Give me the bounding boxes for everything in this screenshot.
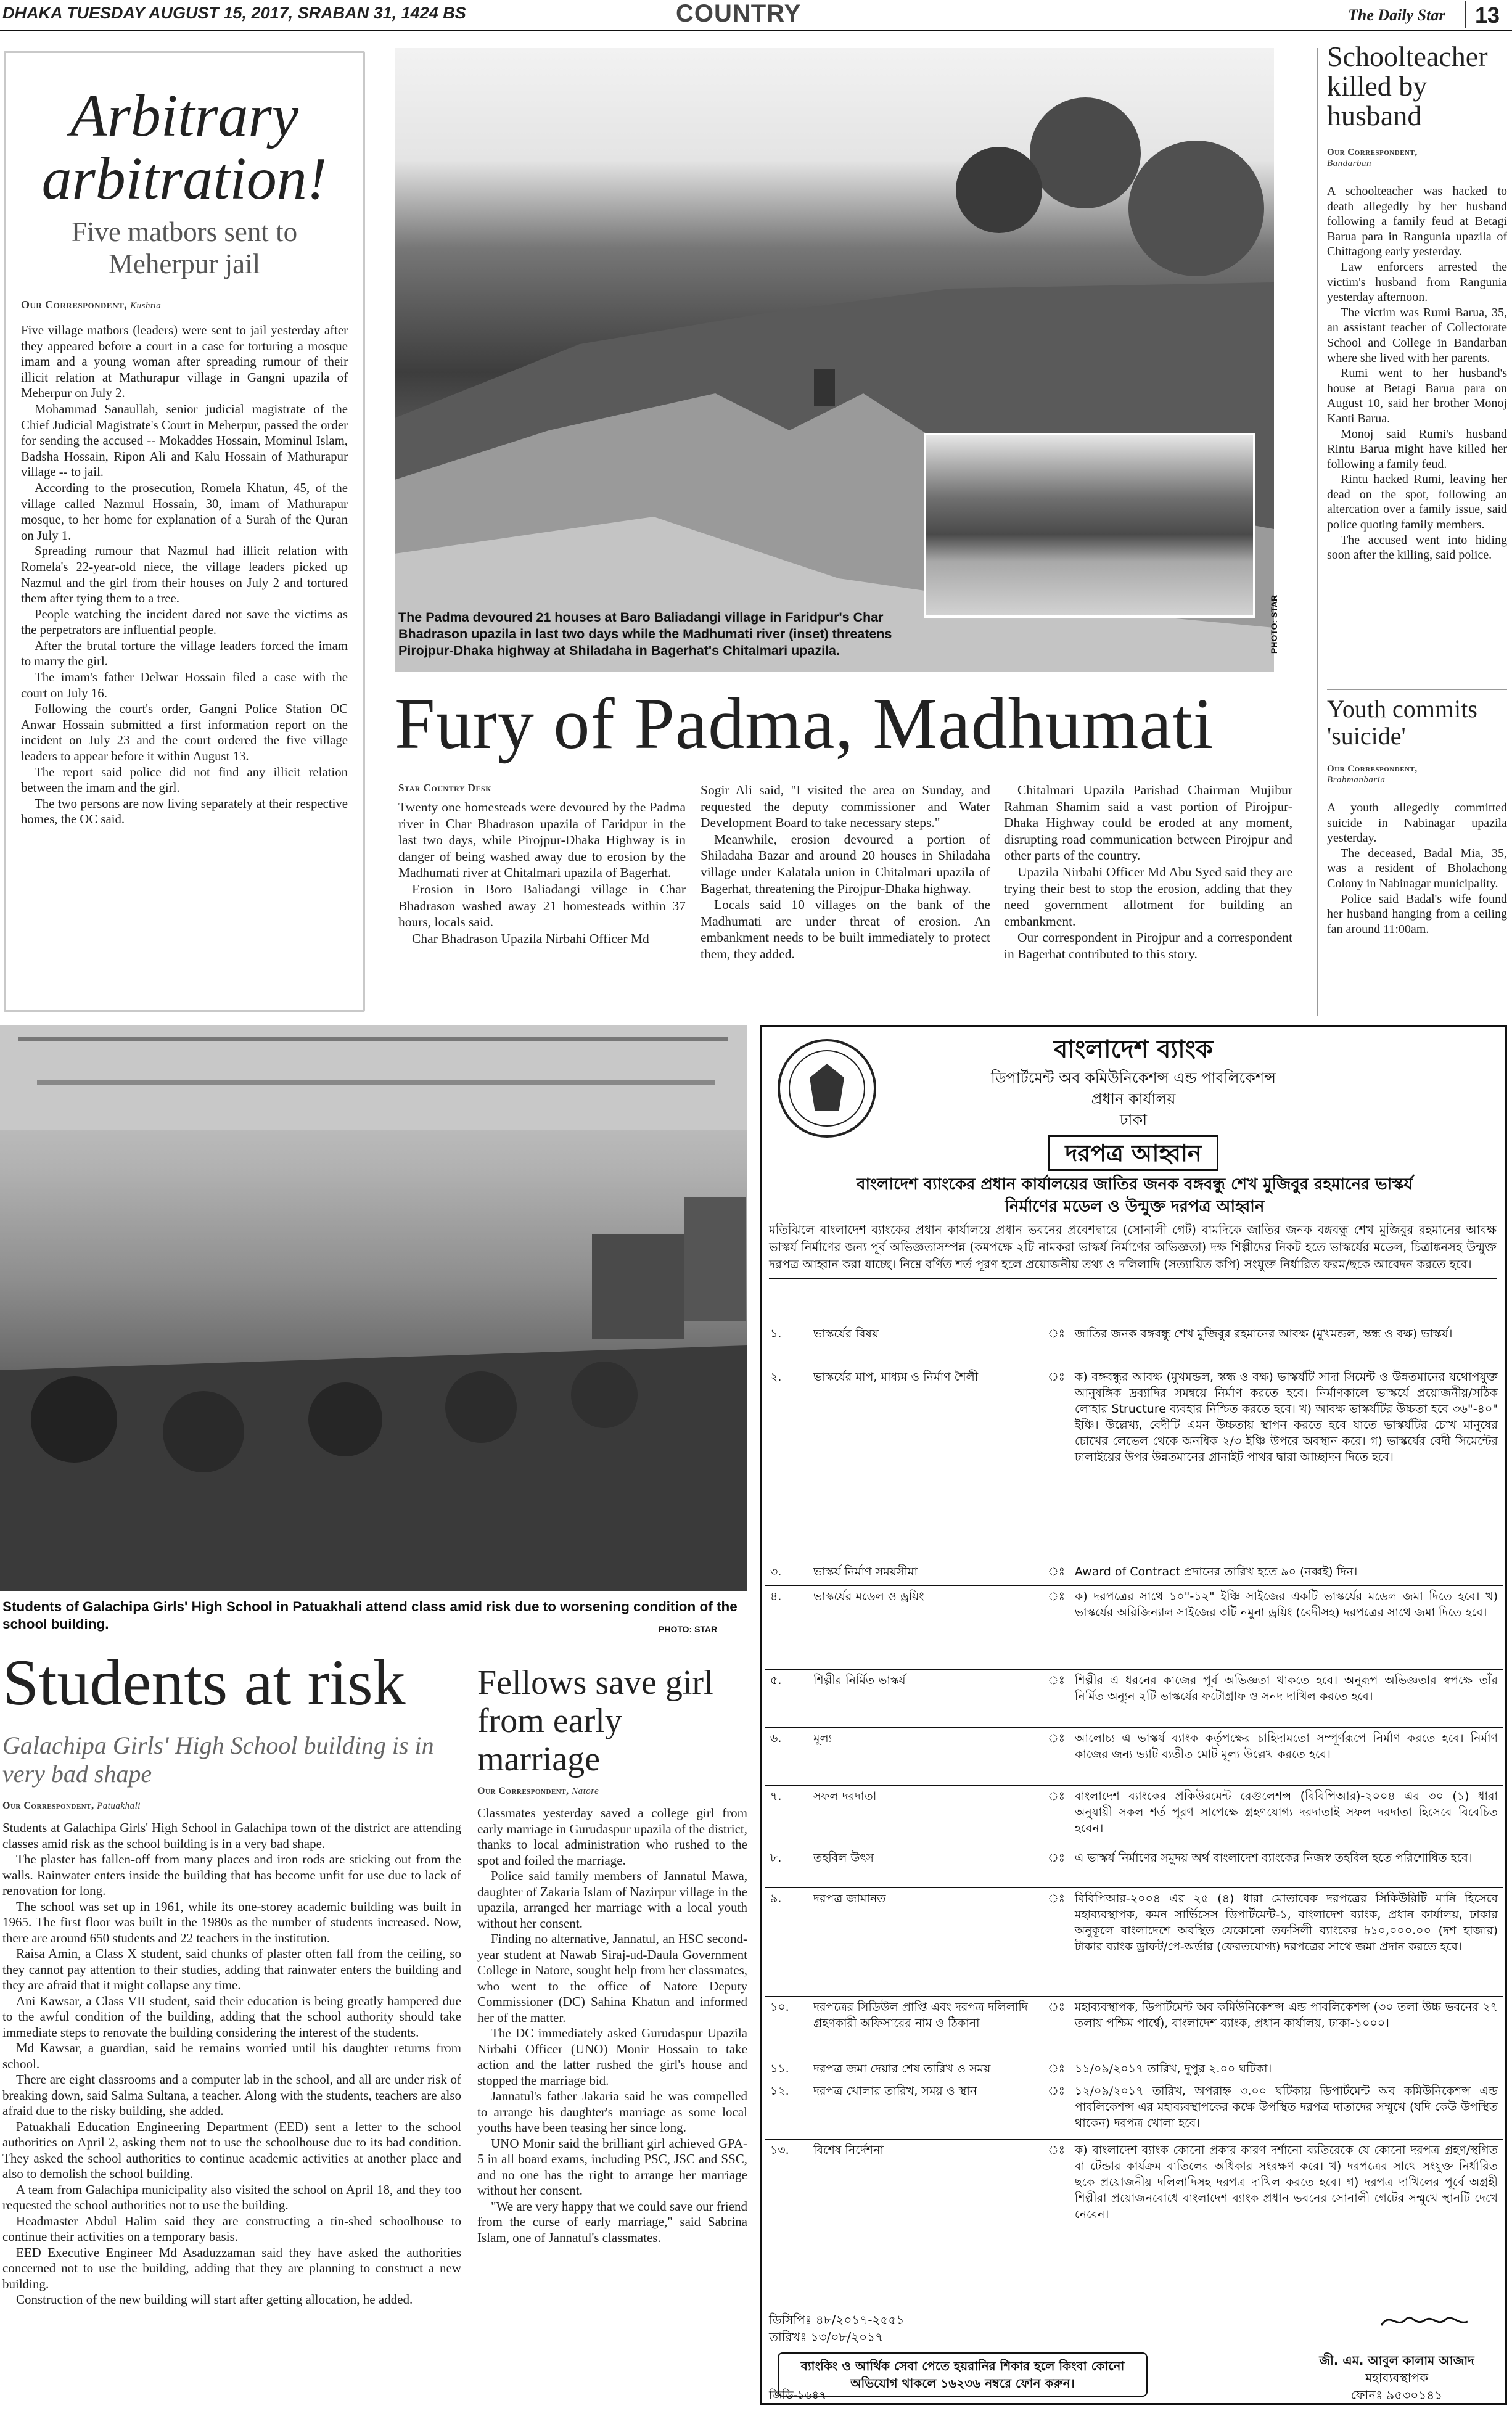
headline-line-2: arbitration!	[41, 146, 327, 212]
classroom-photo-caption: Students of Galachipa Girls' High School in Patuakhali attend class amid risk due to worsening condition of the school building.	[2, 1599, 738, 1632]
table-row: ২. ভাস্কর্যের মাপ, মাধ্যম ও নির্মাণ শৈলী ঃ ক) বঙ্গবন্ধুর আবক্ষ (মুখমন্ডল, স্কন্ধ ও বক্ষ) ভাস্কর্যটি সাদা সিমেন্ট ও উন্নতমানের যথোপযুক্ত আনুষঙ্গিক দ্রব্যাদির সমন্বয়ে নির্মাণ করতে হবে। নির্মাণকালে ভাস্কর্যে প্রয়োজনীয়/সঠিক লোহার Structure ব্যবহার নিশ্চিত করতে হবে। খ) আবক্ষ ভাস্কর্যটির উচ্চতা হবে ৩৬"-৪০" ইঞ্চি। উল্লেখ্য, বেদীটি এমন উচ্চতায় স্থাপন করতে হবে যাতে ভাস্কর্যটির চোখ মানুষের চোখের লেভেল থেকে অনধিক ২/৩ ইঞ্চি উপরে অবস্থান করে। গ) ভাস্কর্যের বেদী সিমেন্টের ঢালাইয়ের উপর উন্নতমানের গ্রানাইট পাথর দ্বারা আচ্ছাদন দিতে হবে।	[765, 1366, 1503, 1561]
ad-office: প্রধান কার্যালয়	[1091, 1090, 1176, 1107]
table-row: ১০. দরপত্রের সিডিউল প্রাপ্তি এবং দরপত্র দলিলাদি গ্রহণকারী অফিসারের নাম ও ঠিকানা ঃ মহাব্যবস্থাপক, ডিপার্টমেন্ট অব কমিউনিকেশন্স এন্ড পাবলিকেশন্স (৩০ তলা উচ্চ ভবনের ২৭ তলায় পশ্চিম পার্শ্বে), বাংলাদেশ ব্যাংক, প্রধান কার্যালয়, ঢাকা-১০০০।	[765, 1997, 1503, 2058]
padma-col-1: Twenty one homesteads were devoured by the Padma river in Char Bhadrason upazila of Faridpur in the last two days, while Pirojpur-Dhaka Highway is in danger of being washed away due to erosion by the Madhumati river at Chitalmari upazila of Bagerhat. Erosion in Boro Baliadangi village in Char Bhadrason washed away 21 homesteads within 37 hours, locals said. Char Bhadrason Upazila Nirbahi Officer Md	[398, 800, 686, 946]
table-row: ৯. দরপত্র জামানত ঃ বিবিপিআর-২০০৪ এর ২৫ (৪) ধারা মোতাবেক দরপত্রের সিকিউরিটি মানি হিসেবে মহাব্যবস্থাপক, কমন সার্ভিসেস ডিপার্টমেন্ট-১, বাংলাদেশ ব্যাংক, প্রধান কার্যালয়, ঢাকার অনুকূলে বাংলাদেশে অবস্থিত যেকোনো তফসিলী ব্যাংকের ৳১০,০০০.০০ (দশ হাজার) টাকার ব্যাংক ড্রাফট/পে-অর্ডার (ফেরতযোগ্য) দরপত্রের সাথে জমা প্রদান করতে হবে।	[765, 1888, 1503, 1997]
page-separator	[1465, 1, 1466, 28]
padma-col-2: Sogir Ali said, "I visited the area on Sunday, and requested the deputy commissioner and Water Development Board to take necessary steps." Meanwhile, erosion devoured a portion of Shiladaha Bazar and around 20 houses in Shiladaha village under Kalatala union in Chitalmari upazila of Bagerhat, threatening the Pirojpur-Dhaka highway. Locals said 10 villages on the bank of the Madhumati are under threat of erosion. An embankment needs to be built immediately to protect them, they added.	[701, 782, 990, 961]
table-row: ৭. সফল দরদাতা ঃ বাংলাদেশ ব্যাংকের প্রকিউরমেন্ট রেগুলেশন্স (বিবিপিআর)-২০০৪ এর ৩০ (১) ধারা অনুযায়ী সকল শর্ত পূরণ সাপেক্ষে গ্রহণযোগ্য দরদাতাই সফল দরদাতা হিসেবে বিবেচিত হবেন।	[765, 1786, 1503, 1847]
table-row: ১. ভাস্কর্যের বিষয় ঃ জাতির জনক বঙ্গবন্ধু শেখ মুজিবুর রহমানের আবক্ষ (মুখমন্ডল, স্কন্ধ ও বক্ষ) ভাস্কর্য।	[765, 1323, 1503, 1366]
teacher-byline: Our Correspondent, Bandarban	[1327, 147, 1418, 168]
dateline: DHAKA TUESDAY AUGUST 15, 2017, SRABAN 31, 1424 BS	[2, 4, 466, 22]
ad-signatory-phone: ফোনঃ ৯৫৩০১৪১	[1350, 2388, 1443, 2402]
ad-intro: মতিঝিলে বাংলাদেশ ব্যাংকের প্রধান কার্যালয়ে প্রধান ভবনের প্রবেশদ্বারে (সোনালী গেট) বামদিকে জাতির জনক বঙ্গবন্ধু শেখ মুজিবুর রহমানের আবক্ষ ভাস্কর্য নির্মাণের জন্য পূর্ব অভিজ্ঞতাসম্পন্ন (কমপক্ষে ২টি নামকরা ভাস্কর্য নির্মাণের অভিজ্ঞতা) দক্ষ শিল্পীদের নিকট হতে ভাস্কর্যের মডেল, চিত্রাঙ্কনসহ উন্মুক্ত দরপত্র আহ্বান করা যাচ্ছে। নিম্নে বর্ণিত শর্ত পূরণ হলে প্রয়োজনীয় তথ্য ও দলিলাদি (সত্যায়িত কপি) সংযুক্ত নির্ধারিত ফরম/ছকে আবেদন করতে হবে।	[769, 1222, 1497, 1279]
ad-signatory-name: জী. এম. আবুল কালাম আজাদ	[1319, 2353, 1474, 2368]
signature-scribble	[1378, 2308, 1471, 2333]
classroom-photo	[0, 1025, 747, 1591]
ad-signatory-title: মহাব্যবস্থাপক	[1365, 2370, 1429, 2385]
ad-title	[762, 1135, 1505, 1171]
school-deck: Galachipa Girls' High School building is in very bad shape	[2, 1731, 434, 1788]
padma-col-3: Chitalmari Upazila Parishad Chairman Mujibur Rahman Shamim said a vast portion of Pirojpur-Dhaka Highway could be eroded at any moment, disrupting road communication between Pirojpur and other parts of the country. Upazila Nirbahi Officer Md Abu Syed said they are trying their best to stop the erosion, adding that they need government allotment for building an embankment. Our correspondent in Pirojpur and a correspondent in Bagerhat contributed to this story.	[1004, 782, 1292, 961]
ad-city: ঢাকা	[1119, 1111, 1148, 1128]
tender-advertisement	[760, 1025, 1507, 2405]
deck: Five matbors sent to Meherpur jail	[71, 216, 298, 279]
teacher-headline: Schoolteacher killed by husband	[1327, 41, 1488, 131]
section-title: COUNTRY	[676, 0, 802, 27]
signature	[1378, 2308, 1471, 2333]
padma-byline: Star Country Desk	[398, 782, 492, 794]
classroom-photo-credit: PHOTO: STAR	[659, 1624, 718, 1634]
classroom-scene	[0, 1025, 747, 1591]
ad-subtitle: বাংলাদেশ ব্যাংকের প্রধান কার্যালয়ের জাতির জনক বঙ্গবন্ধু শেখ মুজিবুর রহমানের ভাস্কর্য নির্মাণের মডেল ও উন্মুক্ত দরপত্র আহ্বান	[856, 1175, 1413, 1216]
headline-line-1: Arbitrary	[70, 83, 299, 149]
table-row: ৪. ভাস্কর্যের মডেল ও ড্রয়িং ঃ ক) দরপত্রের সাথে ১০"-১২" ইঞ্চি সাইজের একটি ভাস্কর্যের মডেল জমা দিতে হবে। খ) ভাস্কর্যের অরিজিন্যাল সাইজের ৩টি নমুনা ড্রয়িং (বেদীসহ) দরপত্রের সাথে জমা দিতে হবে।	[765, 1586, 1503, 1670]
ad-ref-no: ডিসিপিঃ ৪৮/২০১৭-২৫৫১	[769, 2312, 905, 2327]
page-number: 13	[1475, 2, 1500, 28]
ad-title-box: দরপত্র আহ্বান	[1048, 1135, 1218, 1171]
suicide-story	[1327, 696, 1507, 937]
ad-helpline-notice: ব্যাংকিং ও আর্থিক সেবা পেতে হয়রানির শিকার হলে কিংবা কোনো অভিযোগ থাকলে ১৬২৩৬ নম্বরে ফোন করুন।	[778, 2352, 1148, 2397]
paper-name: The Daily Star	[1348, 6, 1445, 24]
table-row: ৬. মূল্য ঃ আলোচ্য এ ভাস্কর্য ব্যাংক কর্তৃপক্ষের চাহিদামতো সম্পূর্ণরূপে নির্মাণ করতে হবে। নির্মাণ কাজের জন্য ভ্যাট ব্যতীত মোট মূল্য উল্লেখ করতে হবে।	[765, 1728, 1503, 1786]
table-row: ১৩. বিশেষ নির্দেশনা ঃ ক) বাংলাদেশ ব্যাংক কোনো প্রকার কারণ দর্শানো ব্যতিরেকে যে কোনো দরপত্র গ্রহণ/স্থগিত বা টেন্ডার কার্যক্রম বাতিলের অধিকার সংরক্ষণ করে। খ) দরপত্রের সাথে সংযুক্ত নির্ধারিত ছকে প্রয়োজনীয় দলিলাদিসহ দরপত্র দাখিল করতে হবে। গ) দরপত্র দাখিলের পূর্বে অগ্রহী শিল্পীরা প্রয়োজনবোধে বাংলাদেশ ব্যাংক প্রধান ভবনের সোনালী গেটের সম্মুখে স্থানটি দেখে নেবেন।	[765, 2140, 1503, 2248]
table-row: ১১. দরপত্র জমা দেয়ার শেষ তারিখ ও সময় ঃ ১১/০৯/২০১৭ তারিখ, দুপুর ২.০০ ঘটিকা।	[765, 2058, 1503, 2080]
madhumati-inset-photo	[924, 433, 1255, 618]
marriage-headline: Fellows save girl from early marriage	[477, 1664, 713, 1778]
right-column-divider	[1327, 689, 1507, 690]
masthead-rule	[0, 30, 1512, 31]
school-body: Students at Galachipa Girls' High School in Galachipa town of the district are attending classes amid risk as the school building is in a very bad shape. The plaster has fallen-off from many places and iron rods are sticking out from the walls. Rainwater enters inside the building that has become unfit for use due to lack of renovation for long. The school was set up in 1961, while its one-storey academic building was built in 1965. The first floor was built in the 1980s as the number of students increased. Now, there are around 650 students and 22 teachers in the institution. Raisa Amin, a Class X student, said chunks of plaster often fall from the ceiling, so they cannot pay attention to their studies, adding that rainwater enters the building and they are afraid that it might collapse any time. Ani Kawsar, a Class VII student, said their education is being greatly hampered due to the awful condition of the building, adding that the school authority should take immediate steps to renovate the building considering the interest of the students. Md Kawsar, a guardian, said he remains worried until his daughter returns from school. There are eight classrooms and a computer lab in the school, and all are under risk of breaking down, said Salma Sultana, a teacher. Along with the students, teachers are also afraid due to the risky building, she added. Patuakhali Education Engineering Department (EED) sent a letter to the school authorities on April 2, asking them not to use the schoolhouse due to its bad condition. They asked the school authorities to continue academic activities at another place and also to demolish the school building. A team from Galachipa municipality also visited the school on April 18, and they too requested the school authorities not to use the building. Headmaster Abdul Halim said they are constructing a tin-shed schoolhouse to continue their activities on a temporary basis. EED Executive Engineer Md Asaduzzaman said they have asked the authorities concerned not to use the building, adding that they are planning to construct a new building. Construction of the new building will start after getting allocation, he added.	[2, 1820, 461, 2307]
right-column-rule	[1317, 48, 1318, 1016]
school-byline: Our Correspondent, Patuakhali	[2, 1801, 141, 1811]
suicide-byline: Our Correspondent, Brahmanbaria	[1327, 764, 1418, 785]
table-row: ৩. ভাস্কর্য নির্মাণ সময়সীমা ঃ Award of Contract প্রদানের তারিখ হতে ৯০ (নব্বই) দিন।	[765, 1561, 1503, 1586]
ad-org: বাংলাদেশ ব্যাংক	[1054, 1035, 1213, 1064]
table-row: ৫. শিল্পীর নির্মিত ভাস্কর্য ঃ শিল্পীর এ ধরনের কাজের পূর্ব অভিজ্ঞতা থাকতে হবে। অনুরূপ অভিজ্ঞতার স্বপক্ষে তাঁর নির্মিত অন্যূন ২টি ভাস্কর্যের ফটোগ্রাফ ও সনদ দাখিল করতে হবে।	[765, 1670, 1503, 1728]
ad-dept: ডিপার্টমেন্ট অব কমিউনিকেশন্স এন্ড পাবলিকেশন্স	[990, 1069, 1276, 1086]
body-text: Five village matbors (leaders) were sent to jail yesterday after they appeared before a court in a case for torturing a mosque imam and a young woman after spreading rumour of their illicit relation at Mathurapur village in Gangni upazila of Meherpur on July 2. Mohammad Sanaullah, senior judicial magistrate of the Chief Judicial Magistrate's Court in Meherpur, passed the order for sending the accused -- Mokaddes Hossain, Mominul Islam, Badsha Hossain, Ripon Ali and Kalu Hossain of Mathurapur village -- to jail. According to the prosecution, Romela Khatun, 45, of the village called Nazmul Hossain, 30, imam of Mathurapur mosque, to her home for explanation of a Surah of the Quran on July 1. Spreading rumour that Nazmul had illicit relation with Romela's 22-year-old niece, the village leaders picked up Nazmul and the girl from their houses on July 2 and tortured them after tying them to a tree. People watching the incident dared not save the victims as the perpetrators are influential people. After the brutal torture the village leaders forced the imam to marry the girl. The imam's father Delwar Hossain filed a case with the court on July 16. Following the court's order, Gangni Police Station OC Anwar Hossain submitted a first information report on the incident on July 23 and the court ordered the five village leaders to appear before it within August 13. The report said police did not find any illicit relation between the imam and the girl. The two persons are now living separately at their respective homes, the OC said.	[21, 323, 348, 827]
padma-headline: Fury of Padma, Madhumati	[395, 683, 1214, 764]
marriage-body: Classmates yesterday saved a college girl from early marriage in Gurudaspur upazila of the district, thanks to local administration who rushed to the spot and foiled the marriage. Police said family members of Jannatul Mawa, daughter of Zakaria Islam of Nazirpur village in the upazila, arranged her marriage with a local youth without her consent. Finding no alternative, Jannatul, an HSC second-year student at Nawab Siraj-ud-Daula Government College in Natore, sought help from her classmates, who went to the office of Natore Deputy Commissioner (DC) Sahina Khatun and informed her of the matter. The DC immediately asked Gurudaspur Upazila Nirbahi Officer (UNO) Monir Hossain to take action and the latter rushed the girl's house and stopped the marriage bid. Jannatul's father Jakaria said he was compelled to arrange his daughter's marriage as some local youths have been teasing her since long. UNO Monir said the brilliant girl achieved GPA-5 in all board exams, including PSC, JSC and SSC, and no one has the right to arrange her marriage without her consent. "We are very happy that we could save our friend from the curse of early marriage," said Sabrina Islam, one of Jannatul's classmates.	[477, 1805, 747, 2245]
arbitration-story	[4, 51, 365, 1012]
ad-terms-table	[765, 1323, 1503, 2248]
suicide-body: A youth allegedly committed suicide in Nabinagar upazila yesterday. The deceased, Badal Mia, 35, was a resident of Bholachong Colony in Nabinagar municipality. Police said Badal's wife found her husband hanging from a ceiling fan around 11:00am.	[1327, 801, 1507, 936]
padma-photo-credit: PHOTO: STAR	[1269, 594, 1279, 654]
teacher-story	[1327, 42, 1507, 563]
ad-govt-no: জিডি-১৬৪৭	[769, 2386, 826, 2404]
marriage-byline: Our Correspondent, Natore	[477, 1786, 599, 1796]
ad-ref-date: তারিখঃ ১৩/০৮/২০১৭	[769, 2330, 884, 2344]
padma-photo-caption: The Padma devoured 21 houses at Baro Baliadangi village in Faridpur's Char Bhadrason upazila in last two days while the Madhumati river (inset) threatens Pirojpur-Dhaka highway at Shiladaha in Bagerhat's Chitalmari upazila.	[398, 610, 892, 658]
table-row: ৮. তহবিল উৎস ঃ এ ভাস্কর্য নির্মাণের সমুদয় অর্থ বাংলাদেশ ব্যাংকের নিজস্ব তহবিল হতে পরিশোধিত হবে।	[765, 1847, 1503, 1888]
byline: Our Correspondent, Kushtia	[21, 298, 162, 311]
school-headline: Students at risk	[2, 1646, 406, 1719]
table-row: ১২. দরপত্র খোলার তারিখ, সময় ও স্থান ঃ ১২/০৯/২০১৭ তারিখ, অপরাহ্ন ৩.০০ ঘটিকায় ডিপার্টমেন্ট অব কমিউনিকেশন্স এন্ড পাবলিকেশন্স এর মহাব্যবস্থাপকের কক্ষে উপস্থিত দরপত্র দাতাদের সম্মুখে (যদি কেউ উপস্থিত থাকেন) দরপত্র খোলা হবে।	[765, 2080, 1503, 2140]
teacher-body: A schoolteacher was hacked to death allegedly by her husband following a family feud at Betagi Barua para in Rangunia upazila of Chittagong early yesterday. Law enforcers arrested the victim's husband from Rangunia yesterday afternoon. The victim was Rumi Barua, 35, an assistant teacher of Collectorate School and College in Bandarban where she lived with her parents. Rumi went to her husband's house at Betagi Barua para on August 10, said her brother Monoj Kanti Barua. Monoj said Rumi's husband Rintu Barua might have killed her following a family feud. Rintu hacked Rumi, leaving her dead on the spot, following an altercation over a family issue, said police quoting family members. The accused went into hiding soon after the killing, said police.	[1327, 184, 1507, 562]
ad-terms-body	[765, 1323, 1503, 2248]
suicide-headline: Youth commits 'suicide'	[1327, 695, 1477, 750]
marriage-story	[477, 1664, 747, 2246]
